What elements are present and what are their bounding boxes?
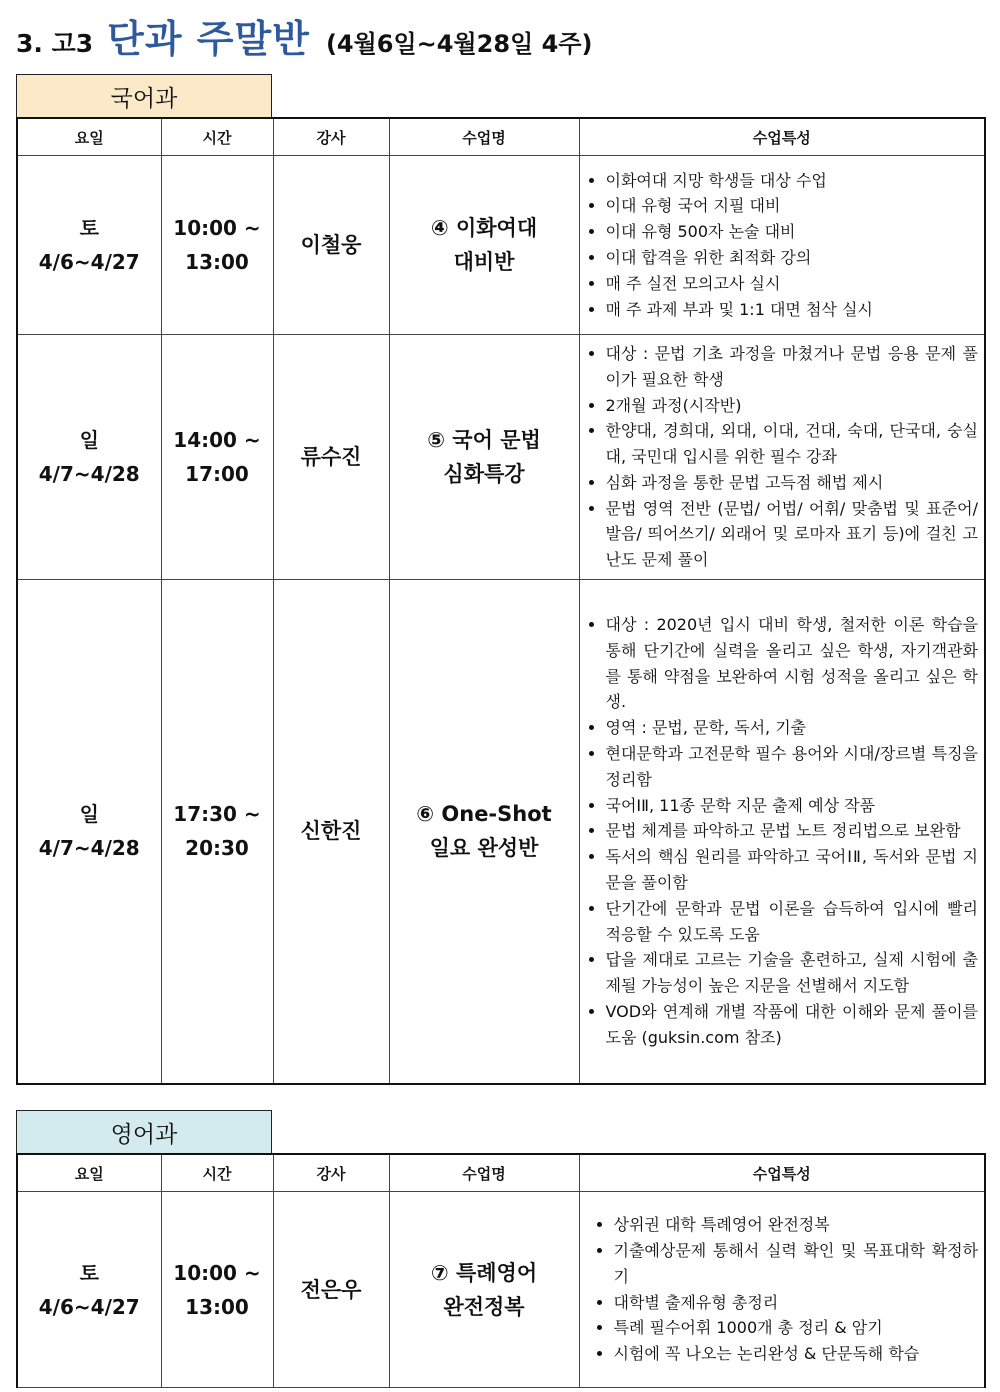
day-cell: [17, 580, 161, 1084]
feature-item: • 이대 유형 500자 논술 대비: [606, 219, 979, 245]
header-features: 수업특성: [579, 118, 985, 156]
course-cell: [389, 335, 579, 580]
day-cell: [17, 1192, 161, 1388]
course-cell: [389, 580, 579, 1084]
time-start: 10:00 ~: [173, 1260, 261, 1285]
header-course: 수업명: [389, 1154, 579, 1192]
time-start: 17:30 ~: [173, 802, 261, 827]
teacher-name: 전은우: [273, 1192, 389, 1388]
time-end: 17:00: [185, 462, 249, 486]
day-label: 일: [79, 802, 99, 827]
day-label: 일: [79, 428, 99, 452]
course-cell: [389, 156, 579, 335]
feature-item: • 단기간에 문학과 문법 이론을 습득하여 입시에 빨리 적응할 수 있도록 도움: [606, 896, 979, 948]
course-cell: [389, 1192, 579, 1388]
table-row: [17, 156, 985, 335]
header-time: 시간: [161, 118, 273, 156]
header-features: 수업특성: [579, 1154, 985, 1192]
title-prefix: 3. 고3: [16, 29, 94, 58]
day-cell: [17, 335, 161, 580]
feature-item: • 문법 영역 전반 (문법/ 어법/ 어휘/ 맞춤법 및 표준어/ 발음/ 띄어쓰기/ 외래어 및 로마자 표기 등)에 걸친 고난도 문제 풀이: [606, 496, 979, 573]
feature-item: • 기출예상문제 통해서 실력 확인 및 목표대학 확정하기: [614, 1238, 979, 1290]
feature-item: • 대상 : 2020년 입시 대비 학생, 철저한 이론 학습을 통해 단기간에 실력을 올리고 싶은 학생, 자기객관화를 통해 약점을 보완하여 시험 성적을 올리고 싶은 학생.: [606, 612, 979, 715]
feature-item: • 현대문학과 고전문학 필수 용어와 시대/장르별 특징을 정리함: [606, 741, 979, 793]
title-period: (4월6일~4월28일 4주): [325, 30, 593, 58]
date-range: 4/6~4/27: [38, 250, 140, 274]
course-subtitle: 심화특강: [443, 462, 525, 486]
time-end: 13:00: [185, 1294, 249, 1319]
course-title: ⑦ 특례영어: [430, 1260, 538, 1285]
english-section-tab: 영어과: [16, 1110, 272, 1153]
feature-item: • 매 주 실전 모의고사 실시: [606, 271, 979, 297]
time-end: 13:00: [185, 250, 249, 274]
header-day: 요일: [17, 1154, 161, 1192]
date-range: 4/6~4/27: [38, 1294, 140, 1319]
header-day: 요일: [17, 118, 161, 156]
features-cell: [579, 335, 985, 580]
feature-item: • 이대 합격을 위한 최적화 강의: [606, 245, 979, 271]
time-cell: [161, 156, 273, 335]
teacher-name: 류수진: [273, 335, 389, 580]
features-list: [584, 168, 979, 323]
feature-item: • 국어ⅠⅡ, 11종 문학 지문 출제 예상 작품: [606, 793, 979, 819]
feature-item: • 문법 체계를 파악하고 문법 노트 정리법으로 보완함: [606, 818, 979, 844]
course-title: ⑥ One-Shot: [416, 802, 552, 827]
time-end: 20:30: [185, 836, 249, 861]
table-row: [17, 1192, 985, 1388]
feature-item: • 시험에 꼭 나오는 논리완성 & 단문독해 학습: [614, 1341, 979, 1367]
teacher-name: 신한진: [273, 580, 389, 1084]
feature-item: • 이대 유형 국어 지필 대비: [606, 193, 979, 219]
page-title: [16, 8, 593, 61]
features-list: [584, 341, 979, 573]
table-header-row: [17, 1154, 985, 1192]
time-cell: [161, 1192, 273, 1388]
features-cell: [579, 156, 985, 335]
date-range: 4/7~4/28: [38, 462, 140, 486]
date-range: 4/7~4/28: [38, 836, 140, 861]
time-cell: [161, 335, 273, 580]
feature-item: • 대학별 출제유형 총정리: [614, 1290, 979, 1316]
feature-item: • 한양대, 경희대, 외대, 이대, 건대, 숙대, 단국대, 숭실대, 국민대 입시를 위한 필수 강좌: [606, 418, 979, 470]
course-subtitle: 일요 완성반: [429, 836, 539, 861]
english-schedule-table: [16, 1153, 986, 1388]
features-list: [584, 612, 979, 1051]
korean-schedule-table: [16, 117, 986, 1085]
course-title: ⑤ 국어 문법: [427, 428, 541, 452]
feature-item: • 답을 제대로 고르는 기술을 훈련하고, 실제 시험에 출제될 가능성이 높은 지문을 선별해서 지도함: [606, 947, 979, 999]
time-cell: [161, 580, 273, 1084]
course-title: ④ 이화여대: [430, 216, 538, 240]
feature-item: • 영역 : 문법, 문학, 독서, 기출: [606, 715, 979, 741]
table-header-row: [17, 118, 985, 156]
day-label: 토: [79, 1260, 99, 1285]
course-subtitle: 완전정복: [443, 1294, 525, 1319]
header-teacher: 강사: [273, 1154, 389, 1192]
feature-item: • 2개월 과정(시작반): [606, 393, 979, 419]
feature-item: • 대상 : 문법 기초 과정을 마쳤거나 문법 응용 문제 풀이가 필요한 학생: [606, 341, 979, 393]
feature-item: • 매 주 과제 부과 및 1:1 대면 첨삭 실시: [606, 297, 979, 323]
day-cell: [17, 156, 161, 335]
feature-item: • VOD와 연계해 개별 작품에 대한 이해와 문제 풀이를 도움 (guksin.com 참조): [606, 999, 979, 1051]
time-start: 14:00 ~: [173, 428, 261, 452]
header-time: 시간: [161, 1154, 273, 1192]
header-course: 수업명: [389, 118, 579, 156]
feature-item: • 이화여대 지망 학생들 대상 수업: [606, 168, 979, 194]
table-row: [17, 580, 985, 1084]
table-row: [17, 335, 985, 580]
feature-item: • 심화 과정을 통한 문법 고득점 해법 제시: [606, 470, 979, 496]
feature-item: • 특례 필수어휘 1000개 총 정리 & 암기: [614, 1315, 979, 1341]
title-main: 단과 주말반: [107, 17, 310, 61]
korean-section-tab: 국어과: [16, 74, 272, 117]
time-start: 10:00 ~: [173, 216, 261, 240]
feature-item: • 상위권 대학 특례영어 완전정복: [614, 1212, 979, 1238]
teacher-name: 이철웅: [273, 156, 389, 335]
features-cell: [579, 580, 985, 1084]
header-teacher: 강사: [273, 118, 389, 156]
features-cell: [579, 1192, 985, 1388]
course-subtitle: 대비반: [453, 250, 515, 274]
day-label: 토: [79, 216, 99, 240]
feature-item: • 독서의 핵심 원리를 파악하고 국어ⅠⅡ, 독서와 문법 지문을 풀이함: [606, 844, 979, 896]
features-list: [584, 1212, 979, 1367]
